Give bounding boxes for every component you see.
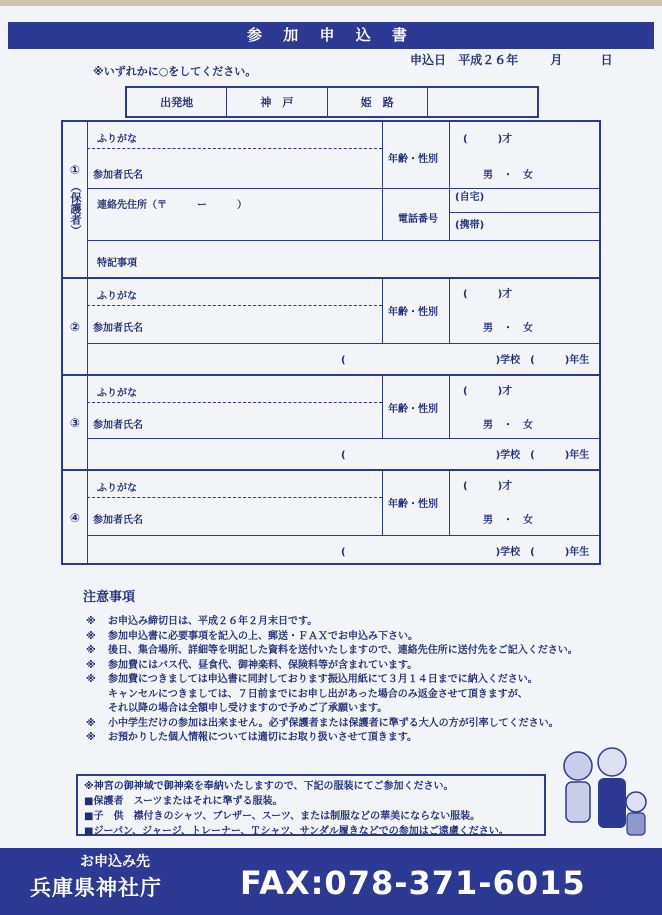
furigana-label: ふりがな xyxy=(97,388,137,399)
sex-field[interactable]: 男 ・ 女 xyxy=(483,323,533,334)
divider xyxy=(87,343,601,344)
divider xyxy=(449,212,601,213)
note-item: ※ 参加費にはバス代、昼食代、御神楽料、保険料等が含まれています。 xyxy=(86,659,418,671)
phone-label: 電話番号 xyxy=(398,214,438,225)
departure-himeji[interactable]: 姫 路 xyxy=(328,88,428,116)
child-section-2 xyxy=(63,277,599,374)
note-item: ※ 後日、集合場所、詳細等を明記した資料を送付いたしますので、連絡先住所に送付先をご記入ください。 xyxy=(86,645,578,656)
dress-code-line: ■子 供 襟付きのシャツ、ブレザー、スーツ、または制服などの華美にならない服装。 xyxy=(84,811,481,822)
age-field[interactable]: ( )才 xyxy=(463,386,513,397)
dress-code-line: ■保護者 スーツまたはそれに準ずる服装。 xyxy=(84,796,283,807)
sex-field[interactable]: 男 ・ 女 xyxy=(483,515,533,526)
family-illustration xyxy=(556,744,652,842)
mobile-phone-label: (携帯) xyxy=(455,220,485,231)
note-item: キャンセルにつきましては、７日前までにお申し出があった場合のみ返金させて頂きますが、 xyxy=(108,688,528,700)
guardian-label: （保護者） xyxy=(69,181,82,236)
divider xyxy=(382,471,383,535)
divider xyxy=(449,471,450,535)
section-number: ① （保護者） xyxy=(63,122,88,277)
notes-list xyxy=(86,615,626,746)
age-field[interactable]: ( )才 xyxy=(463,481,513,492)
dress-code-line: ※神宮の御神域で御神楽を奉納いたしますので、下記の服装にてご参加ください。 xyxy=(84,781,454,792)
form-title: 参 加 申 込 書 xyxy=(8,22,654,49)
section-number: ④ xyxy=(63,471,88,565)
age-field[interactable]: ( )才 xyxy=(463,134,513,145)
age-sex-label: 年齢・性別 xyxy=(388,499,438,510)
age-sex-label: 年齢・性別 xyxy=(388,154,438,165)
divider xyxy=(87,497,382,498)
footer-bar xyxy=(0,848,662,915)
divider xyxy=(87,438,601,439)
furigana-label: ふりがな xyxy=(97,483,137,494)
name-label: 参加者氏名 xyxy=(93,420,143,431)
organization-name: 兵庫県神社庁 xyxy=(30,876,162,900)
name-label: 参加者氏名 xyxy=(93,515,143,526)
dress-code-box xyxy=(76,774,546,836)
section-number: ③ xyxy=(63,376,88,469)
entry-form xyxy=(61,120,601,565)
divider xyxy=(87,148,382,149)
fax-number: FAX:078-371-6015 xyxy=(240,864,586,902)
divider xyxy=(87,402,382,403)
remarks-label: 特記事項 xyxy=(97,258,137,269)
table-background xyxy=(0,0,662,6)
departure-blank xyxy=(428,88,537,116)
home-phone-label: (自宅) xyxy=(455,192,485,203)
divider xyxy=(87,240,601,241)
date-era: 平成２６年 xyxy=(458,53,519,67)
note-item: ※ 参加費につきましては申込書に同封しております振込用紙にて３月１４日までに納入ください。 xyxy=(86,674,538,685)
notes-title: 注意事項 xyxy=(83,590,136,605)
divider xyxy=(449,279,450,343)
sex-field[interactable]: 男 ・ 女 xyxy=(483,420,533,431)
date-month: 月 xyxy=(550,53,563,67)
divider xyxy=(449,376,450,438)
dress-code-line: ■ジーパン、ジャージ、トレーナー、Ｔシャツ、サンダル履きなどでの参加はご遠慮ください。 xyxy=(84,826,509,837)
divider xyxy=(87,535,601,536)
age-sex-label: 年齢・性別 xyxy=(388,404,438,415)
apply-to-label: お申込み先 xyxy=(80,854,150,870)
divider xyxy=(87,188,601,189)
departure-label: 出発地 xyxy=(127,88,227,116)
sex-field[interactable]: 男 ・ 女 xyxy=(483,170,533,181)
section-number: ② xyxy=(63,279,88,374)
address-label: 連絡先住所（〒 ー ） xyxy=(97,200,247,211)
child-section-3 xyxy=(63,374,599,469)
school-field[interactable]: ( )学校 ( )年生 xyxy=(341,547,590,558)
application-date xyxy=(410,51,613,68)
date-label: 申込日 xyxy=(410,53,447,67)
departure-kobe[interactable]: 神 戸 xyxy=(227,88,327,116)
note-item: それ以降の場合は全額申し受けますので予めご了承願います。 xyxy=(108,703,388,714)
divider xyxy=(382,122,383,240)
note-item: ※ 小中学生だけの参加は出来ません。必ず保護者または保護者に準ずる大人の方が引率してください。 xyxy=(86,717,559,729)
age-sex-label: 年齢・性別 xyxy=(388,307,438,318)
furigana-label: ふりがな xyxy=(97,134,137,145)
note-item: ※ お申込み締切日は、平成２６年２月末日です。 xyxy=(86,616,318,627)
choose-note: ※いずれかに○をしてください。 xyxy=(93,65,257,78)
divider xyxy=(449,122,450,240)
date-day: 日 xyxy=(600,53,613,67)
divider xyxy=(382,279,383,343)
age-field[interactable]: ( )才 xyxy=(463,289,513,300)
departure-table xyxy=(125,86,539,118)
child-section-4 xyxy=(63,469,599,565)
guardian-section xyxy=(63,122,599,277)
divider xyxy=(382,376,383,438)
name-label: 参加者氏名 xyxy=(93,170,143,181)
note-item: ※ お預かりした個人情報については適切にお取り扱いさせて頂きます。 xyxy=(86,732,417,743)
furigana-label: ふりがな xyxy=(97,291,137,302)
note-item: ※ 参加申込書に必要事項を記入の上、郵送・ＦＡＸでお申込み下さい。 xyxy=(86,630,418,642)
school-field[interactable]: ( )学校 ( )年生 xyxy=(341,450,590,461)
name-label: 参加者氏名 xyxy=(93,323,143,334)
school-field[interactable]: ( )学校 ( )年生 xyxy=(341,355,590,366)
divider xyxy=(87,305,382,306)
